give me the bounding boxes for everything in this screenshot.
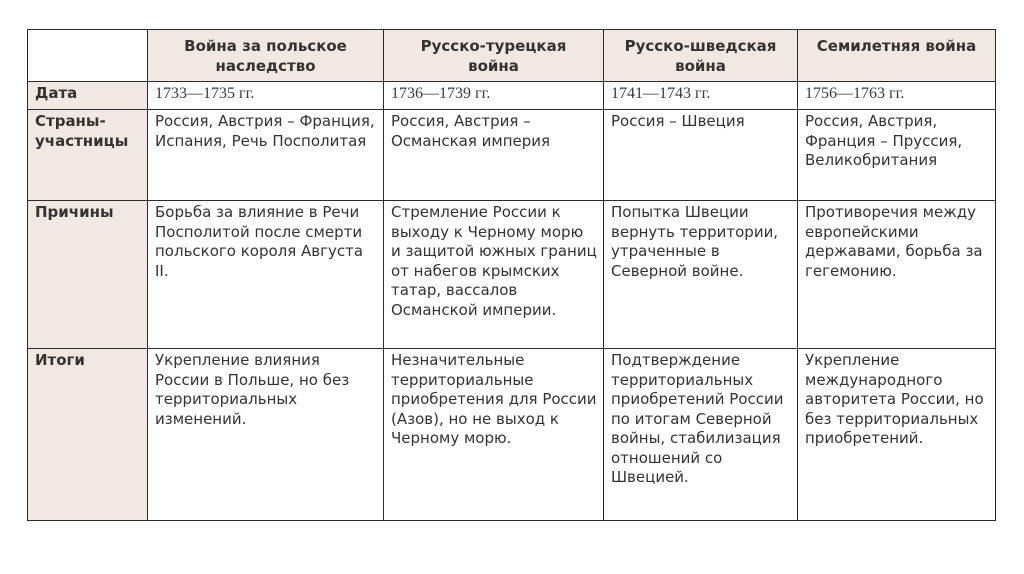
table-cell: Подтверждение территориальных приобретений России по итогам Северной войны, стабилизация отношений со Швецией. (604, 349, 798, 521)
table-cell: Попытка Швеции вернуть территории, утраченные в Северной войне. (604, 201, 798, 349)
table-row-countries (28, 110, 996, 201)
table-cell: Незначительные территориальные приобретения для России (Азов), но не выход к Черному морю. (384, 349, 604, 521)
column-header-polish-succession: Война за польское наследство (148, 30, 384, 82)
header-row (28, 30, 996, 82)
wars-comparison-table (27, 29, 996, 521)
table-cell: Стремление России к выходу к Черному морю и защитой южных границ от набегов крымских татар, вассалов Османской империи. (384, 201, 604, 349)
header-corner-cell (28, 30, 148, 82)
table-cell: Россия – Швеция (604, 110, 798, 201)
row-header-causes: Причины (28, 201, 148, 349)
row-header-results: Итоги (28, 349, 148, 521)
column-header-seven-years: Семилетняя война (798, 30, 996, 82)
column-header-russo-swedish: Русско-шведская война (604, 30, 798, 82)
table-cell: Противоречия между европейскими державами, борьба за гегемонию. (798, 201, 996, 349)
table-row-causes (28, 201, 996, 349)
table-cell: Россия, Австрия – Османская империя (384, 110, 604, 201)
row-header-countries: Страны-участницы (28, 110, 148, 201)
table-cell: Укрепление международного авторитета России, но без территориальных приобретений. (798, 349, 996, 521)
row-header-date: Дата (28, 82, 148, 110)
table-cell: 1756—1763 гг. (798, 82, 996, 110)
table-cell: Россия, Австрия – Франция, Испания, Речь Посполитая (148, 110, 384, 201)
table-cell: 1736—1739 гг. (384, 82, 604, 110)
column-header-russo-turkish: Русско-турецкая война (384, 30, 604, 82)
table-cell: Укрепление влияния России в Польше, но без территориальных изменений. (148, 349, 384, 521)
table-cell: Борьба за влияние в Речи Посполитой после смерти польского короля Августа II. (148, 201, 384, 349)
table-row-results (28, 349, 996, 521)
table-cell: Россия, Австрия, Франция – Пруссия, Великобритания (798, 110, 996, 201)
table-row-date (28, 82, 996, 110)
table-cell: 1741—1743 гг. (604, 82, 798, 110)
table-cell: 1733—1735 гг. (148, 82, 384, 110)
